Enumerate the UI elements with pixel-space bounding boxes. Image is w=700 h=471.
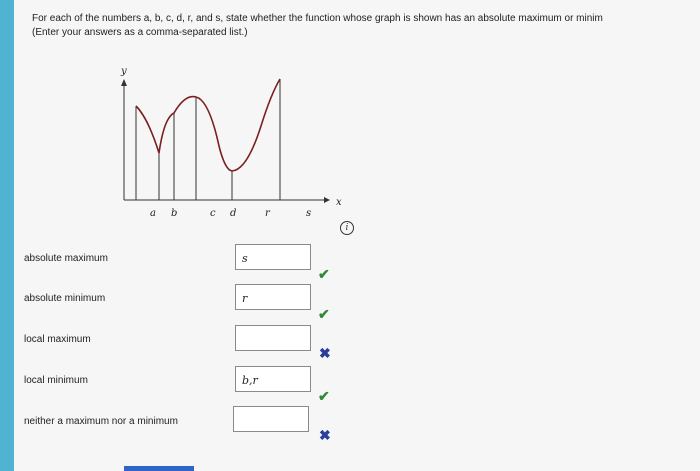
tick-label-a: a bbox=[150, 208, 156, 219]
left-accent-bar bbox=[0, 0, 14, 471]
tick-label-c: c bbox=[210, 208, 216, 219]
x-axis-label: x bbox=[336, 197, 342, 208]
info-icon[interactable]: i bbox=[340, 221, 354, 235]
neither-input[interactable] bbox=[233, 406, 309, 432]
label-absolute-minimum: absolute minimum bbox=[24, 293, 106, 304]
label-neither: neither a maximum nor a minimum bbox=[24, 416, 178, 427]
question-text bbox=[32, 12, 700, 40]
question-line-1: For each of the numbers a, b, c, d, r, and s, state whether the function whose graph is shown has an absolute maximum or minim bbox=[32, 13, 603, 24]
correct-check-icon: ✔ bbox=[318, 266, 330, 282]
tick-label-d: d bbox=[230, 208, 237, 219]
tick-label-r: r bbox=[265, 208, 270, 219]
x-axis-arrow bbox=[324, 197, 330, 203]
question-panel bbox=[14, 0, 700, 471]
local-minimum-input[interactable]: b,r bbox=[235, 366, 311, 392]
absolute-minimum-input[interactable]: r bbox=[235, 284, 311, 310]
submit-button[interactable] bbox=[124, 466, 194, 471]
correct-check-icon: ✔ bbox=[318, 306, 330, 322]
tick-label-s: s bbox=[306, 208, 312, 219]
function-curve bbox=[136, 79, 280, 171]
label-local-maximum: local maximum bbox=[24, 334, 91, 345]
function-graph bbox=[114, 60, 354, 226]
correct-check-icon: ✔ bbox=[318, 388, 330, 404]
y-axis-arrow bbox=[121, 79, 127, 86]
incorrect-x-icon: ✖ bbox=[319, 427, 331, 443]
absolute-maximum-input[interactable]: s bbox=[235, 244, 311, 270]
y-axis-label: y bbox=[121, 66, 127, 77]
local-maximum-input[interactable] bbox=[235, 325, 311, 351]
tick-label-b: b bbox=[171, 208, 178, 219]
label-local-minimum: local minimum bbox=[24, 375, 88, 386]
label-absolute-maximum: absolute maximum bbox=[24, 253, 108, 264]
incorrect-x-icon: ✖ bbox=[319, 345, 331, 361]
question-line-2: (Enter your answers as a comma-separated list.) bbox=[32, 27, 248, 38]
